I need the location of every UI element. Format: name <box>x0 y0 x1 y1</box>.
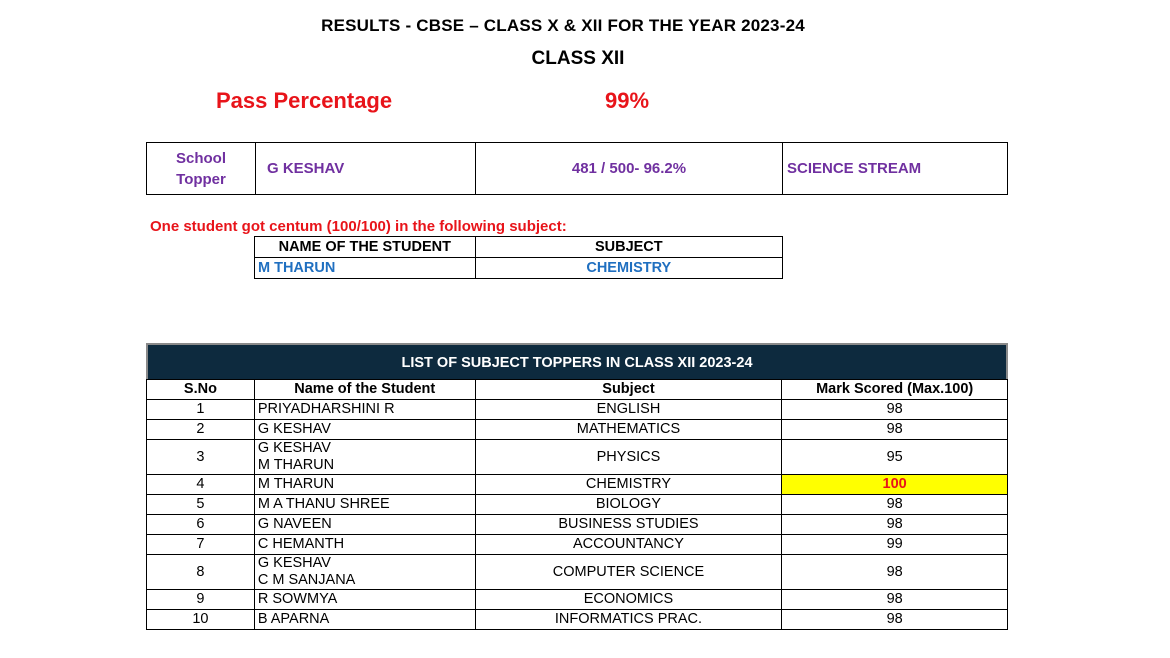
row-sno: 4 <box>147 475 255 495</box>
subject-toppers-title: LIST OF SUBJECT TOPPERS IN CLASS XII 2023-24 <box>146 343 1008 379</box>
table-row <box>147 590 1008 610</box>
row-student-names <box>254 515 475 535</box>
class-heading: CLASS XII <box>531 48 625 69</box>
header-mark: Mark Scored (Max.100) <box>782 380 1008 400</box>
centum-header-student: NAME OF THE STUDENT <box>255 237 476 258</box>
page-title: RESULTS - CBSE – CLASS X & XII FOR THE YEAR 2023-24 <box>321 16 805 35</box>
row-mark: 98 <box>782 555 1008 590</box>
row-student-names <box>254 400 475 420</box>
row-sno: 6 <box>147 515 255 535</box>
student-name: G KESHAV <box>257 421 331 437</box>
student-name: M A THANU SHREE <box>257 496 390 512</box>
student-name: B APARNA <box>257 611 330 627</box>
centum-note: One student got centum (100/100) in the following subject: <box>150 218 567 235</box>
table-row <box>147 535 1008 555</box>
student-name: PRIYADHARSHINI R <box>257 401 395 417</box>
row-student-names <box>254 475 475 495</box>
row-mark: 98 <box>782 610 1008 630</box>
row-mark: 98 <box>782 420 1008 440</box>
student-name: C HEMANTH <box>257 536 345 552</box>
student-name: R SOWMYA <box>257 591 338 607</box>
header-subject: Subject <box>475 380 782 400</box>
table-row <box>147 420 1008 440</box>
centum-subject: CHEMISTRY <box>475 258 782 279</box>
table-row <box>147 555 1008 590</box>
row-mark: 98 <box>782 590 1008 610</box>
row-mark: 99 <box>782 535 1008 555</box>
row-sno: 1 <box>147 400 255 420</box>
school-topper-score: 481 / 500- 96.2% <box>476 143 783 194</box>
toppers-header-row <box>147 380 1008 400</box>
row-sno: 3 <box>147 440 255 475</box>
student-name: G KESHAV <box>257 440 331 456</box>
student-name: G NAVEEN <box>257 516 332 532</box>
row-mark-highlight: 100 <box>782 475 1008 495</box>
row-student-names <box>254 610 475 630</box>
school-topper-box <box>146 142 1008 195</box>
header-student-name: Name of the Student <box>254 380 475 400</box>
student-name: G KESHAV <box>257 555 331 571</box>
row-subject: MATHEMATICS <box>475 420 782 440</box>
table-row <box>147 495 1008 515</box>
row-student-names <box>254 590 475 610</box>
header-sno: S.No <box>147 380 255 400</box>
centum-table <box>254 236 783 279</box>
student-name: M THARUN <box>257 476 335 492</box>
row-subject: BIOLOGY <box>475 495 782 515</box>
row-mark: 98 <box>782 400 1008 420</box>
row-student-names <box>254 495 475 515</box>
row-mark: 98 <box>782 515 1008 535</box>
student-name: M THARUN <box>257 457 335 473</box>
centum-header-subject: SUBJECT <box>475 237 782 258</box>
row-sno: 5 <box>147 495 255 515</box>
row-subject: ACCOUNTANCY <box>475 535 782 555</box>
table-row <box>147 440 1008 475</box>
school-topper-name: G KESHAV <box>256 143 476 194</box>
student-name: C M SANJANA <box>257 572 356 588</box>
table-row <box>147 610 1008 630</box>
row-sno: 9 <box>147 590 255 610</box>
school-topper-stream: SCIENCE STREAM <box>787 160 922 177</box>
subject-toppers-table <box>146 343 1008 630</box>
row-subject: BUSINESS STUDIES <box>475 515 782 535</box>
row-subject: INFORMATICS PRAC. <box>475 610 782 630</box>
table-row <box>147 400 1008 420</box>
row-student-names <box>254 440 475 475</box>
row-subject: CHEMISTRY <box>475 475 782 495</box>
row-mark: 98 <box>782 495 1008 515</box>
pass-percentage-value: 99% <box>605 88 650 113</box>
row-student-names <box>254 535 475 555</box>
row-subject: COMPUTER SCIENCE <box>475 555 782 590</box>
centum-row <box>255 258 783 279</box>
row-sno: 7 <box>147 535 255 555</box>
centum-header-row <box>255 237 783 258</box>
row-mark: 95 <box>782 440 1008 475</box>
table-row <box>147 515 1008 535</box>
centum-student-name: M THARUN <box>255 258 476 279</box>
row-student-names <box>254 420 475 440</box>
row-sno: 10 <box>147 610 255 630</box>
row-student-names <box>254 555 475 590</box>
row-subject: PHYSICS <box>475 440 782 475</box>
toppers-body <box>147 400 1008 630</box>
row-sno: 8 <box>147 555 255 590</box>
table-row <box>147 475 1008 495</box>
pass-percentage-label: Pass Percentage <box>216 88 393 113</box>
school-topper-label: School Topper <box>147 143 256 194</box>
row-subject: ENGLISH <box>475 400 782 420</box>
row-sno: 2 <box>147 420 255 440</box>
row-subject: ECONOMICS <box>475 590 782 610</box>
